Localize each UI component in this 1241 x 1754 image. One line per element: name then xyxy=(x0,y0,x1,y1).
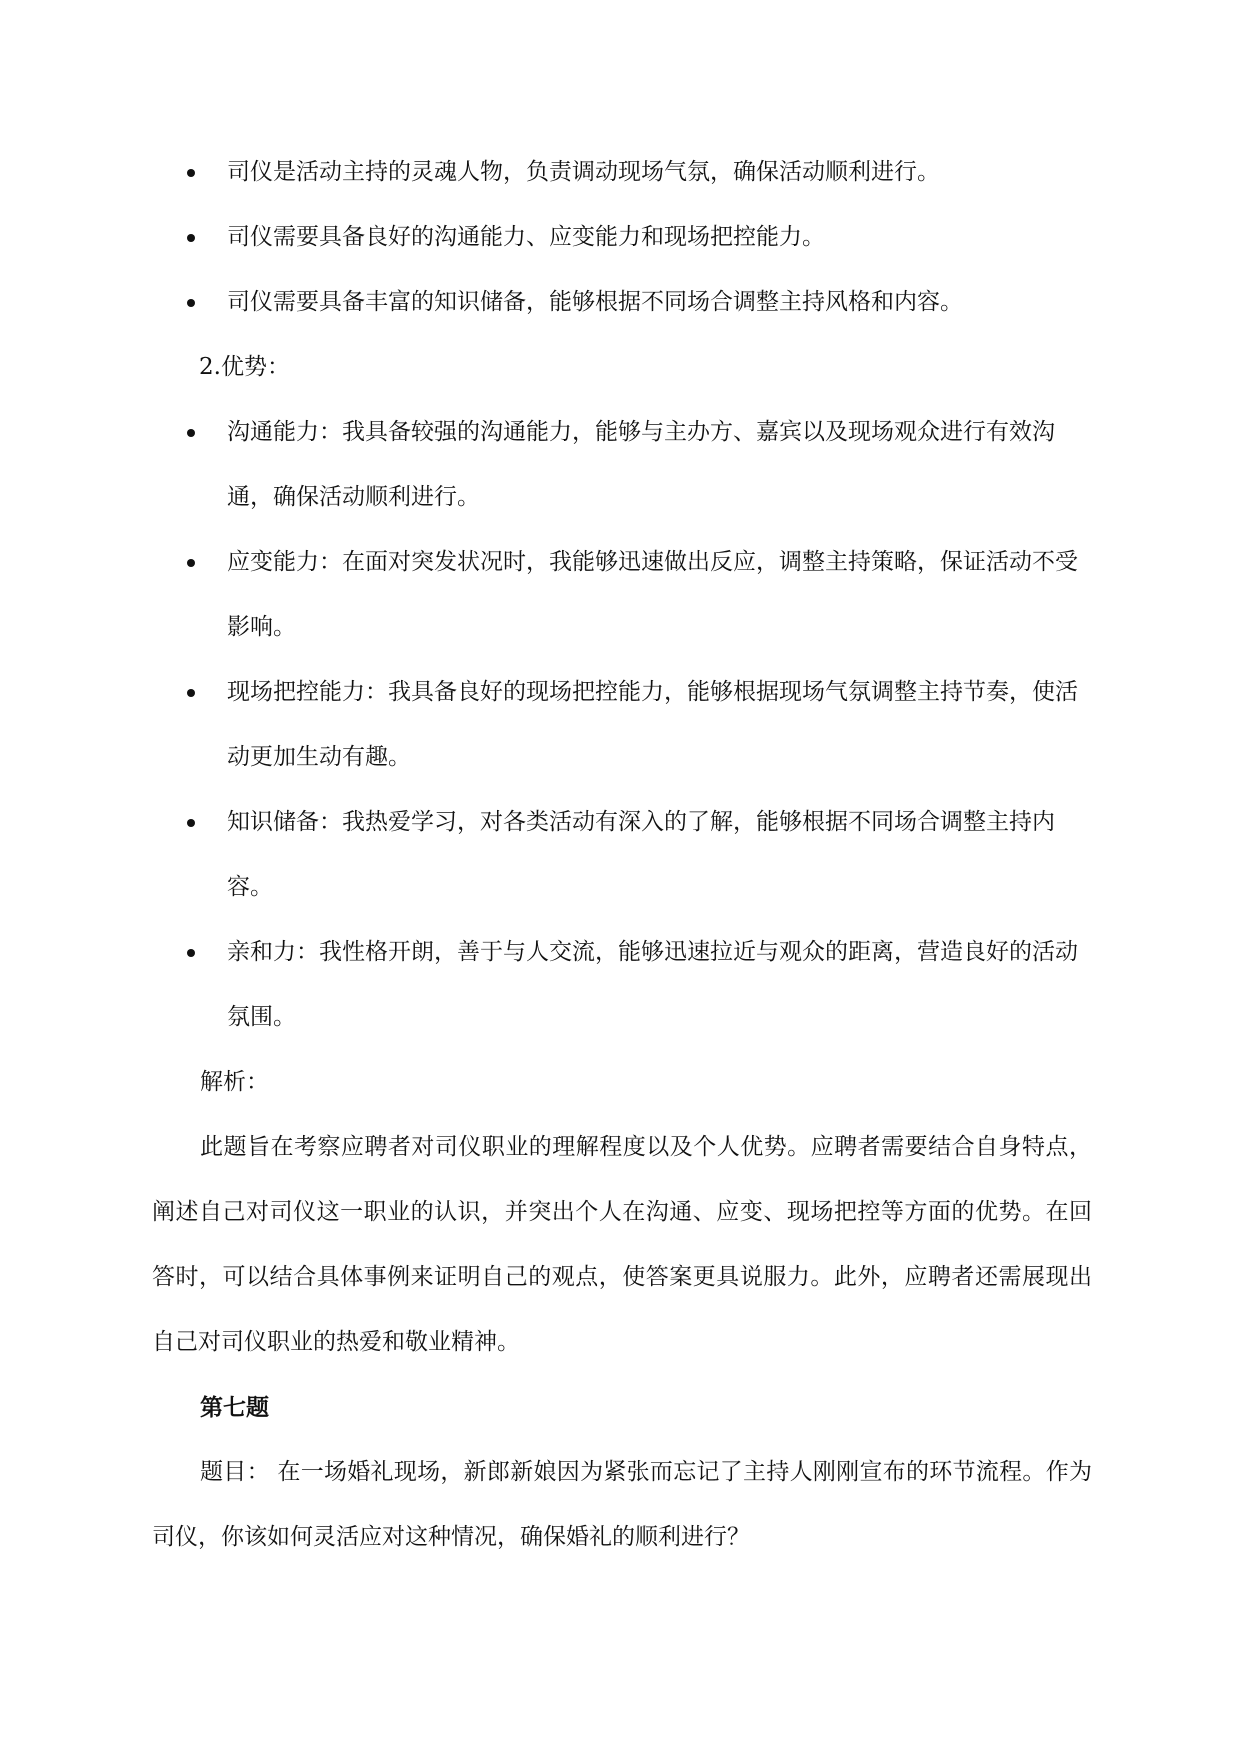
analysis-label: 解析： xyxy=(200,1069,269,1095)
bullet-dot-icon xyxy=(187,429,195,437)
bullet-dot-icon xyxy=(187,169,195,177)
list-item-text: 应变能力：在面对突发状况时，我能够迅速做出反应，调整主持策略，保证活动不受影响。 xyxy=(227,549,1078,640)
bullet-dot-icon xyxy=(187,689,195,697)
list-item xyxy=(152,920,1092,1050)
advantages-list xyxy=(152,400,1092,1050)
page-content xyxy=(152,140,1092,1570)
list-item-text: 司仪需要具备丰富的知识储备，能够根据不同场合调整主持风格和内容。 xyxy=(227,289,963,315)
role-understanding-list xyxy=(152,140,1092,335)
list-item xyxy=(152,205,1092,270)
list-item-text: 沟通能力：我具备较强的沟通能力，能够与主办方、嘉宾以及现场观众进行有效沟通，确保活动顺利进行。 xyxy=(227,419,1055,510)
bullet-dot-icon xyxy=(187,234,195,242)
list-item-text: 现场把控能力：我具备良好的现场把控能力，能够根据现场气氛调整主持节奏，使活动更加生动有趣。 xyxy=(227,679,1078,770)
advantages-label: 2.优势： xyxy=(199,354,290,380)
bullet-dot-icon xyxy=(187,559,195,567)
list-item-text: 司仪是活动主持的灵魂人物，负责调动现场气氛，确保活动顺利进行。 xyxy=(227,159,940,185)
list-item xyxy=(152,140,1092,205)
analysis-paragraph: 此题旨在考察应聘者对司仪职业的理解程度以及个人优势。应聘者需要结合自身特点，阐述自己对司仪这一职业的认识，并突出个人在沟通、应变、现场把控等方面的优势。在回答时，可以结合具体事例来证明自己的观点，使答案更具说服力。此外，应聘者还需展现出自己对司仪职业的热爱和敬业精神。 xyxy=(152,1134,1092,1355)
bullet-dot-icon xyxy=(187,949,195,957)
list-item xyxy=(152,660,1092,790)
list-item-text: 知识储备：我热爱学习，对各类活动有深入的了解，能够根据不同场合调整主持内容。 xyxy=(227,809,1055,900)
question-heading: 第七题 xyxy=(200,1394,269,1421)
question-paragraph: 题目： 在一场婚礼现场，新郎新娘因为紧张而忘记了主持人刚刚宣布的环节流程。作为司仪，你该如何灵活应对这种情况，确保婚礼的顺利进行？ xyxy=(152,1459,1092,1550)
bullet-dot-icon xyxy=(187,819,195,827)
list-item xyxy=(152,400,1092,530)
bullet-dot-icon xyxy=(187,299,195,307)
list-item xyxy=(152,790,1092,920)
list-item-text: 司仪需要具备良好的沟通能力、应变能力和现场把控能力。 xyxy=(227,224,825,250)
list-item xyxy=(152,530,1092,660)
list-item xyxy=(152,270,1092,335)
list-item-text: 亲和力：我性格开朗，善于与人交流，能够迅速拉近与观众的距离，营造良好的活动氛围。 xyxy=(227,939,1078,1030)
